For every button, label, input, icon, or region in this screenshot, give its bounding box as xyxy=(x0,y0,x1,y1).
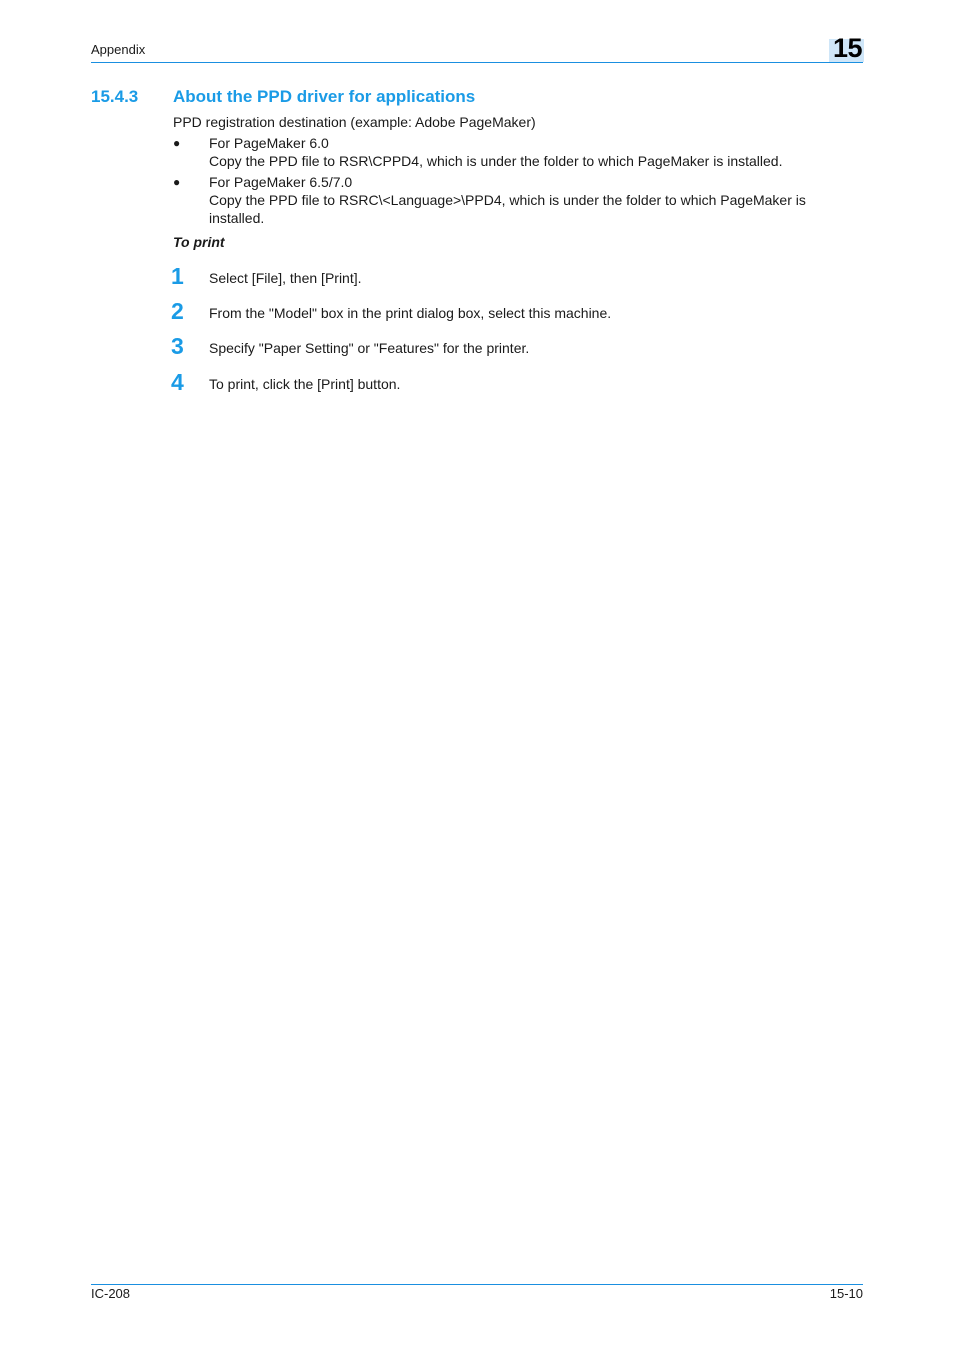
step-text: Select [File], then [Print]. xyxy=(209,270,362,286)
step-number: 2 xyxy=(171,298,184,324)
list-item xyxy=(209,173,849,227)
step-text: To print, click the [Print] button. xyxy=(209,376,401,392)
bullet-line: Copy the PPD file to RSRC\<Language>\PPD4, which is under the folder to which PageMaker is xyxy=(209,192,806,208)
header-section-label: Appendix xyxy=(91,42,146,57)
bullet-icon: ● xyxy=(173,175,181,189)
bullet-icon: ● xyxy=(173,136,181,150)
section-number: 15.4.3 xyxy=(91,87,139,106)
step-number: 1 xyxy=(171,263,184,289)
intro-paragraph: PPD registration destination (example: Adobe PageMaker) xyxy=(173,114,536,130)
bullet-line: installed. xyxy=(209,210,265,226)
bullet-title: For PageMaker 6.0 xyxy=(209,135,329,151)
bullet-line: Copy the PPD file to RSR\CPPD4, which is under the folder to which PageMaker is installed. xyxy=(209,153,783,169)
section-title: About the PPD driver for applications xyxy=(173,87,476,106)
footer-page-number: 15-10 xyxy=(829,1286,863,1301)
step-number: 4 xyxy=(171,369,184,395)
bullet-title: For PageMaker 6.5/7.0 xyxy=(209,174,353,190)
footer-divider xyxy=(91,1284,863,1285)
list-item xyxy=(209,134,849,170)
step-text: Specify "Paper Setting" or "Features" for the printer. xyxy=(209,340,530,356)
footer-model: IC-208 xyxy=(91,1286,131,1301)
chapter-number: 15 xyxy=(833,33,863,63)
procedure-title: To print xyxy=(173,234,225,250)
header-divider xyxy=(91,62,863,63)
step-number: 3 xyxy=(171,333,184,359)
step-text: From the "Model" box in the print dialog box, select this machine. xyxy=(209,305,612,321)
